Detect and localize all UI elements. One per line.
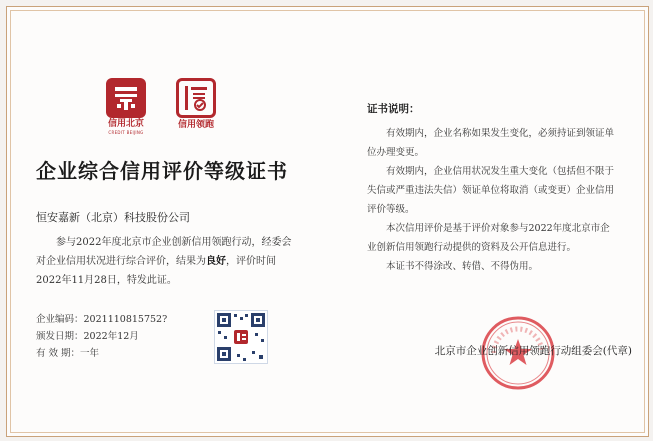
credit-beijing-logo (100, 78, 152, 136)
credit-leader-caption: 信用领跑 (177, 120, 214, 130)
issue-date-label: 颁发日期： (36, 331, 84, 342)
rating-result: 良好 (206, 256, 226, 267)
notes-list (367, 124, 619, 276)
qr-code-icon[interactable] (214, 310, 268, 364)
cert-no-value: 2021110815752? (83, 314, 168, 325)
cert-no-row (36, 311, 167, 328)
credit-leader-mark-icon (176, 78, 216, 118)
note-item: 有效期内，企业名称如果发生变化，必须持证到领证单位办理变更。 (367, 128, 615, 158)
validity-label: 有 效 期： (36, 348, 81, 359)
issue-date-value: 2022年12月 (83, 331, 139, 342)
certificate-title: 企业综合信用评价等级证书 (36, 159, 288, 183)
note-item: 有效期内，企业信用状况发生重大变化（包括但不限于失信或严重违法失信）领证单位将取消（或变更）企业信用评价等级。 (367, 166, 615, 215)
notes-title: 证书说明： (367, 103, 420, 115)
credit-beijing-subcaption: CREDIT BEIJING (108, 130, 144, 135)
credit-beijing-mark-icon (106, 78, 146, 118)
credit-beijing-caption: 信用北京 (107, 119, 144, 129)
cert-no-label: 企业编码： (36, 314, 84, 325)
body-prefix: 参与2022年度北京市企业创新信用领跑行动，经委会对企业信用状况进行综合评价，结果为 (36, 237, 292, 267)
certificate-body (36, 233, 298, 290)
issuer-name: 北京市企业创新信用领跑行动组委会(代章) (434, 345, 632, 357)
note-item: 本次信用评价是基于评价对象参与2022年度北京市企业创新信用领跑行动提供的资料及公开信息进行。 (367, 223, 610, 253)
issue-date-row (36, 328, 167, 345)
body-suffix: ，评价时间2022年11月28日，特发此证。 (36, 256, 276, 286)
company-name: 恒安嘉新（北京）科技股份公司 (36, 211, 190, 224)
credit-leader-logo (170, 78, 222, 136)
validity-row (36, 345, 167, 362)
note-item: 本证书不得涂改、转借、不得伪用。 (386, 261, 539, 272)
validity-value: 一年 (80, 348, 100, 359)
certificate-meta (36, 311, 167, 362)
